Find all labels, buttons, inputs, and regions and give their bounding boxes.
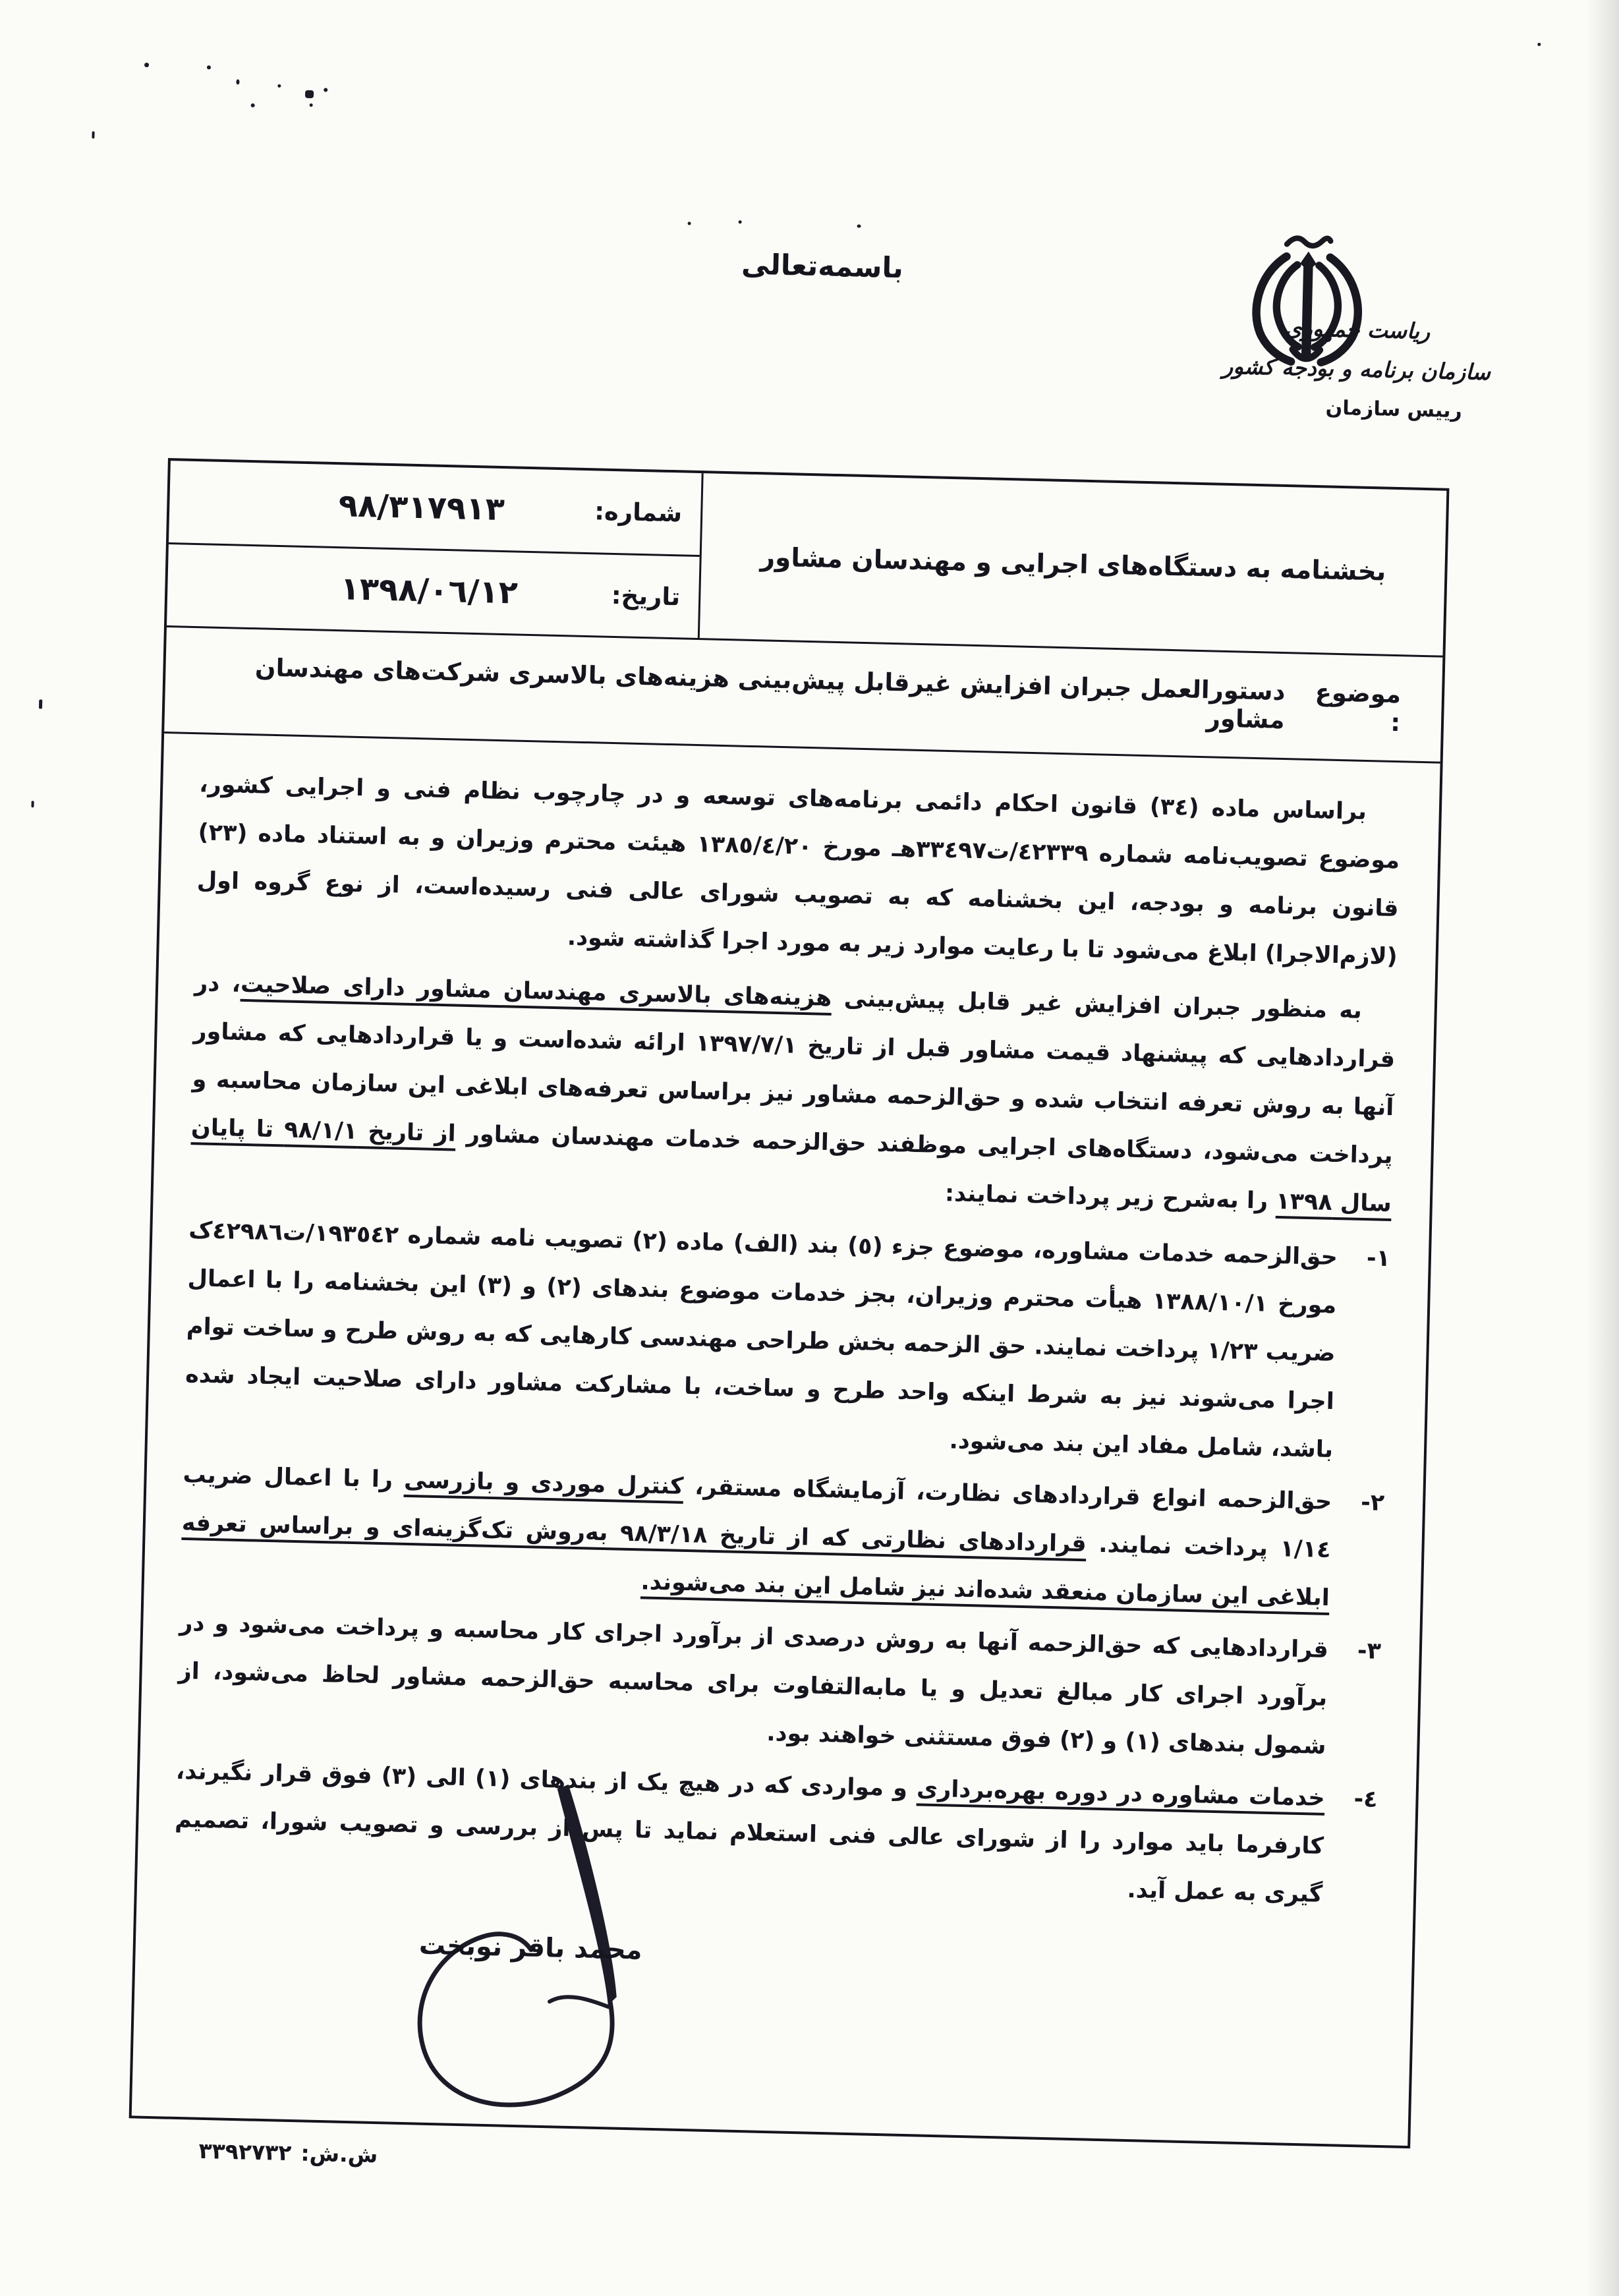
scan-speck	[251, 103, 255, 107]
number-value: ٩٨/٣١٧٩١٣	[338, 486, 505, 528]
list-item-marker: ٣-	[1357, 1638, 1382, 1665]
scan-speck	[688, 221, 691, 225]
letterhead-organization-name: سازمان برنامه و بودجه کشور	[1222, 353, 1491, 386]
list-item-3	[177, 1599, 1382, 1772]
recipient-line: بخشنامه به دستگاه‌های اجرایی و مهندسان مشاور	[760, 542, 1386, 587]
date-row	[167, 544, 700, 638]
list-item-2	[180, 1451, 1385, 1624]
scan-speck	[857, 225, 861, 228]
list-item-marker: ٤-	[1353, 1785, 1378, 1813]
letter-frame	[129, 458, 1450, 2148]
subject-text: دستورالعمل جبران افزایش غیرقابل پیش‌بینی هزینه‌های بالاسری شرکت‌های مهندسان مشاور	[254, 653, 1286, 735]
list-item-text: خدمات مشاوره در دوره بهره‌برداری و مواردی که در هیچ یک از بندهای (١) الی (٣) فوق قرار نگیرند، کارفرما باید موارد را از شورای عالی فنی استعلام نماید تا پس از بررسی و تصویب شورا، تصمیم گیری به عمل آید.	[174, 1758, 1326, 1908]
recipient-cell	[698, 473, 1447, 656]
date-value: ١٣٩٨/٠٦/١٢	[339, 570, 519, 612]
serial-label: ش.ش:	[300, 2140, 378, 2168]
scan-speck	[277, 84, 281, 88]
scan-speck	[144, 63, 149, 67]
body-paragraph: براساس ماده (٣٤) قانون احکام دائمی برنامه‌های توسعه و در چارچوب نظام فنی و اجرایی کشور، موضوع تصویب‌نامه شماره ٤٢٣٣٩/ت٣٣٤٩٧هـ مورخ ١٣٨٥/٤/٢٠ هیئت محترم وزیران و به استناد ماده (٢٣) قانون برنامه و بودجه، این بخشنامه که به تصویب شورای عالی فنی رسیده‌است، از نوع گروه اول (لازم‌الاجرا) ابلاغ می‌شود تا با رعایت موارد زیر به مورد اجرا گذاشته شود.	[196, 771, 1400, 971]
bismillah-heading: باسمه‌تعالی	[741, 248, 904, 285]
subject-label: موضوع :	[1315, 678, 1402, 737]
scan-speck	[207, 65, 211, 69]
letterhead-head-title: رییس سازمان	[1325, 396, 1463, 423]
scan-speck	[310, 103, 313, 107]
letterhead-organization	[1178, 306, 1536, 433]
scan-speck	[324, 88, 327, 92]
letterhead-presidency-line: ریاست جمهوری	[1284, 314, 1431, 345]
date-label: تاریخ:	[611, 581, 681, 612]
list-item-marker: ٢-	[1360, 1489, 1385, 1516]
scan-speck	[236, 79, 239, 84]
signature-block	[341, 1775, 777, 2135]
number-date-cell	[167, 461, 702, 638]
list-item-text: حق‌الزحمه خدمات مشاوره، موضوع جزء (٥) بند (الف) ماده (٢) تصویب نامه شماره ١٩٣٥٤٢/ت٤٢٩٨٦ک مورخ ١٣٨٨/١٠/١ هیأت محترم وزیران، بجز خدمات موضوع بندهای (٢) و (٣) این بخشنامه را با اعمال ضریب ١/٢٣ پرداخت نمایند. حق الزحمه بخش طراحی مهندسی کارهایی که به روش طرح و ساخت توام اجرا می‌شوند نیز به شرط اینکه واحد طرح و ساخت، با مشارکت مشاور دارای صلاحیت ایجاد شده باشد، شامل مفاد این بند می‌شود.	[185, 1217, 1338, 1464]
scan-speck	[39, 699, 42, 708]
list-item-marker: ١-	[1366, 1245, 1391, 1273]
list-item-1	[184, 1207, 1391, 1476]
scan-speck	[739, 220, 742, 223]
serial-number	[189, 2137, 378, 2167]
scan-speck	[31, 801, 34, 807]
scan-speck	[305, 90, 314, 98]
number-label: شماره:	[594, 497, 683, 528]
number-row	[169, 461, 702, 556]
body-paragraph: به منظور جبران افزایش غیر قابل پیش‌بینی هزینه‌های بالاسری مهندسان مشاور دارای صلاحیت، در قراردادهایی که پیشنهاد قیمت مشاور قبل از تاریخ ١٣٩٧/٧/١ ارائه شده‌است و یا قراردادهایی که مشاور آنها به روش تعرفه انتخاب شده و حق‌الزحمه مشاور نیز براساس تعرفه‌های ابلاغی این سازمان محاسبه و پرداخت می‌شود، دستگاه‌های اجرایی موظفند حق‌الزحمه خدمات مهندسان مشاور از تاریخ ٩٨/١/١ تا پایان سال ١٣٩٨ را به‌شرح زیر پرداخت نمایند:	[190, 970, 1396, 1218]
letter-body	[132, 733, 1440, 2146]
list-item-text: حق‌الزحمه انواع قراردادهای نظارت، آزمایشگاه مستقر، کنترل موردی و بازرسی را با اعمال ضریب ١/١٤ پرداخت نمایند. قراردادهای نظارتی که از تاریخ ٩٨/٣/١٨ به‌روش تک‌گزینه‌ای و براساس تعرفه ابلاغی این سازمان منعقد شده‌اند نیز شامل این بند می‌شوند.	[181, 1461, 1332, 1612]
signatory-name: محمد باقر نوبخت	[418, 1930, 643, 1966]
list-item-text: قراردادهایی که حق‌الزحمه آنها به روش درصدی از برآورد اجرای کار محاسبه و پرداخت می‌شود و در برآورد اجرای کار مبالغ تعدیل و یا مابه‌التفاوت برای محاسبه حق‌الزحمه مشاور لحاظ می‌شود، از شمول بندهای (١) و (٢) فوق مستثنی خواهند بود.	[178, 1609, 1329, 1760]
serial-value: ٣٣٩٢٧٣٢	[198, 2137, 292, 2166]
scan-speck	[92, 131, 94, 138]
header-table	[167, 461, 1446, 658]
scan-speck	[1537, 43, 1541, 46]
